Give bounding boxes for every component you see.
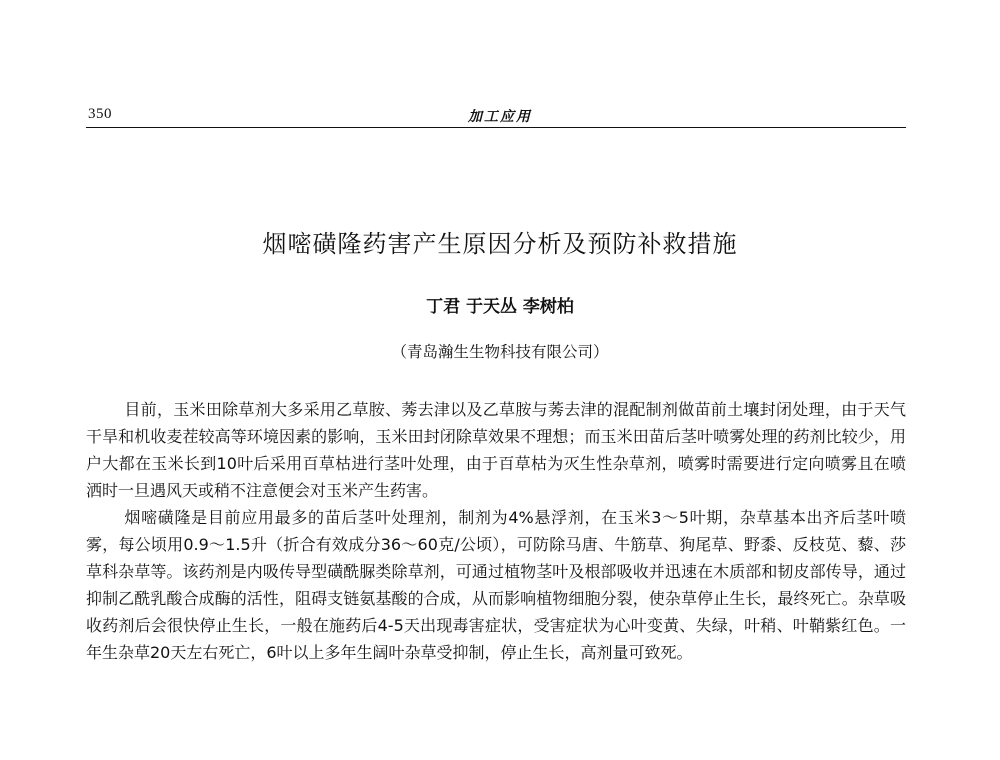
running-head: 加工应用: [468, 109, 532, 125]
article-authors: 丁君 于天丛 李树柏: [426, 297, 574, 317]
article-title: 烟嘧磺隆药害产生原因分析及预防补救措施: [262, 230, 738, 258]
body-paragraph: 烟嘧磺隆是目前应用最多的苗后茎叶处理剂，制剂为4%悬浮剂，在玉米3～5叶期，杂草基本出齐后茎叶喷雾，每公顷用0.9～1.5升（折合有效成分36～60克/公顷），可防除马唐、牛筋草、狗尾草、野黍、反枝苋、藜、莎草科杂草等。该药剂是内吸传导型磺酰脲类除草剂，可通过植物茎叶及根部吸收并迅速在木质部和韧皮部传导，通过抑制乙酰乳酸合成酶的活性，阻碍支链氨基酸的合成，从而影响植物细胞分裂，使杂草停止生长，最终死亡。杂草吸收药剂后会很快停止生长，一般在施药后4-5天出现毒害症状，受害症状为心叶变黄、失绿，叶稍、叶鞘紫红色。一年生杂草20天左右死亡，6叶以上多年生阔叶杂草受抑制，停止生长，高剂量可致死。: [86, 508, 906, 662]
article-affiliation: （青岛瀚生生物科技有限公司）: [391, 343, 609, 361]
page-number: 350: [88, 106, 112, 122]
header-rule: [86, 127, 906, 128]
article-body: [86, 396, 906, 666]
body-paragraph: 目前，玉米田除草剂大多采用乙草胺、莠去津以及乙草胺与莠去津的混配制剂做苗前土壤封闭处理，由于天气干旱和机收麦茬较高等环境因素的影响，玉米田封闭除草效果不理想；而玉米田苗后茎叶喷雾处理的药剂比较少，用户大都在玉米长到10叶后采用百草枯进行茎叶处理，由于百草枯为灭生性杂草剂，喷雾时需要进行定向喷雾且在喷洒时一旦遇风天或稍不注意便会对玉米产生药害。: [86, 400, 906, 500]
